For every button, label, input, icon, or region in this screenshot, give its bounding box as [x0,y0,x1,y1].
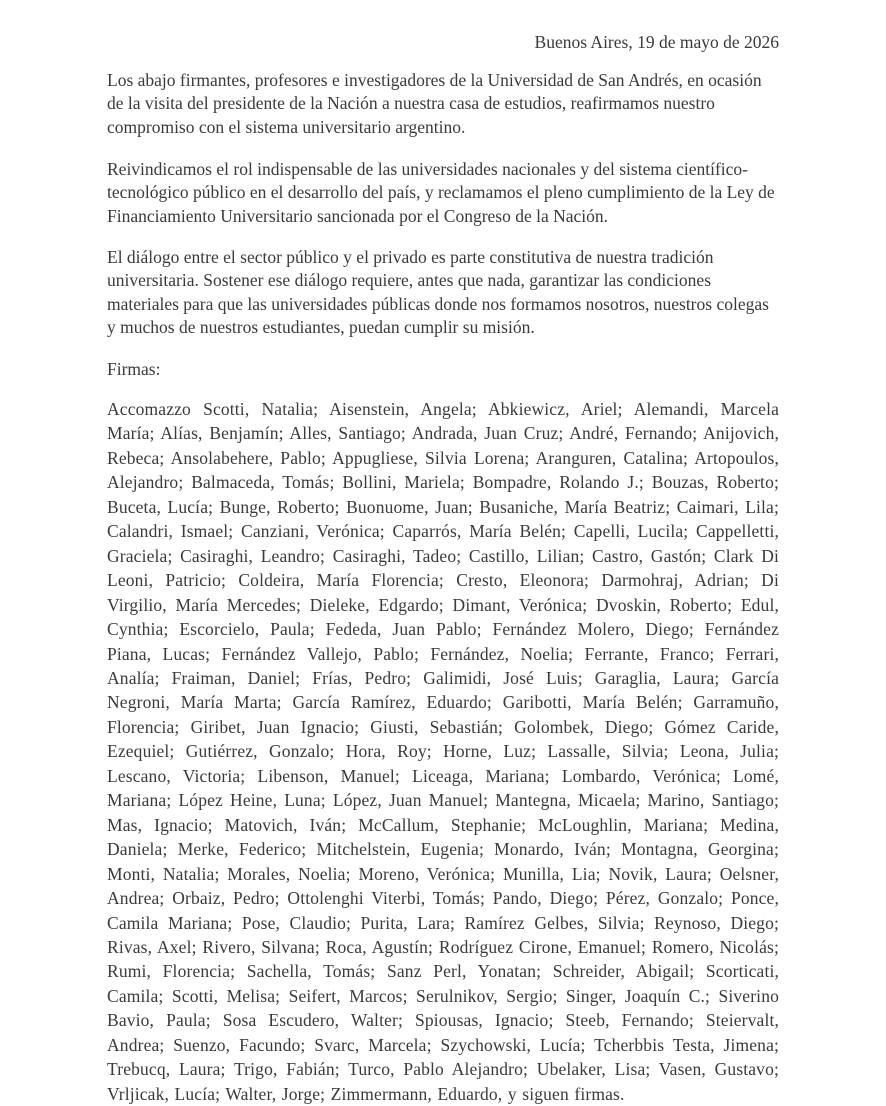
signatures-list: Accomazzo Scotti, Natalia; Aisenstein, Angela; Abkiewicz, Ariel; Alemandi, Marcela María; Alías, Benjamín; Alles, Santiago; Andrada, Juan Cruz; André, Fernando; Anijovich, Rebeca; Ansolabehere, Pablo; Appugliese, Silvia Lorena; Aranguren, Catalina; Artopoulos, Alejandro; Balmaceda, Tomás; Bollini, Mariela; Bompadre, Rolando J.; Bouzas, Roberto; Buceta, Lucía; Bunge, Roberto; Buonuome, Juan; Busaniche, María Beatriz; Caimari, Lila; Calandri, Ismael; Canziani, Verónica; Caparrós, María Belén; Capelli, Lucila; Cappelletti, Graciela; Casiraghi, Leandro; Casiraghi, Tadeo; Castillo, Lilian; Castro, Gastón; Clark Di Leoni, Patricio; Coldeira, María Florencia; Cresto, Eleonora; Darmohraj, Adrian; Di Virgilio, María Mercedes; Dieleke, Edgardo; Dimant, Verónica; Dvoskin, Roberto; Edul, Cynthia; Escorcielo, Paula; Fededa, Juan Pablo; Fernández Molero, Diego; Fernández Piana, Lucas; Fernández Vallejo, Pablo; Fernández, Noelia; Ferrante, Franco; Ferrari, Analía; Fraiman, Daniel; Frías, Pedro; Galimidi, José Luis; Garaglia, Laura; García Negroni, María Marta; García Ramírez, Eduardo; Garibotti, María Belén; Garramuño, Florencia; Giribet, Juan Ignacio; Giusti, Sebastián; Golombek, Diego; Gómez Caride, Ezequiel; Gutiérrez, Gonzalo; Hora, Roy; Horne, Luz; Lassalle, Silvia; Leona, Julia; Lescano, Victoria; Libenson, Manuel; Liceaga, Mariana; Lombardo, Verónica; Lomé, Mariana; López Heine, Luna; López, Juan Manuel; Mantegna, Micaela; Marino, Santiago; Mas, Ignacio; Matovich, Iván; McCallum, Stephanie; McLoughlin, Mariana; Medina, Daniela; Merke, Federico; Mitchelstein, Eugenia; Monardo, Iván; Montagna, Georgina; Monti, Natalia; Morales, Noelia; Moreno, Verónica; Munilla, Lia; Novik, Laura; Oelsner, Andrea; Orbaiz, Pedro; Ottolenghi Viterbi, Tomás; Pando, Diego; Pérez, Gonzalo; Ponce, Camila Mariana; Pose, Claudio; Purita, Lara; Ramírez Gelbes, Silvia; Reynoso, Diego; Rivas, Axel; Rivero, Silvana; Roca, Agustín; Rodríguez Cirone, Emanuel; Romero, Nicolás; Rumi, Florencia; Sachella, Tomás; Sanz Perl, Yonatan; Schreider, Abigail; Scorticati, Camila; Scotti, Melisa; Seifert, Marcos; Serulnikov, Sergio; Singer, Joaquín C.; Siverino Bavio, Paula; Sosa Escudero, Walter; Spiousas, Ignacio; Steeb, Fernando; Steiervalt, Andrea; Suenzo, Facundo; Svarc, Marcela; Szychowski, Lucía; Tcherbbis Testa, Jimena; Trebucq, Laura; Trigo, Fabián; Turco, Pablo Alejandro; Ubelaker, Lisa; Vasen, Gustavo; Vrljicak, Lucía; Walter, Jorge; Zimmermann, Eduardo, y siguen firmas. [107,399,779,1104]
paragraph-dialogue: El diálogo entre el sector público y el privado es parte constitutiva de nuestra tradición universitaria. Sostener ese diálogo requiere, antes que nada, garantizar las condiciones materiales para que las universidades públicas donde nos formamos nosotros, nuestros colegas y muchos de nuestros estudiantes, puedan cumplir su misión. [107,247,769,337]
paragraph-demands: Reivindicamos el rol indispensable de las universidades nacionales y del sistema científico-tecnológico público en el desarrollo del país, y reclamamos el pleno cumplimiento de la Ley de Financiamiento Universitario sancionada por el Congreso de la Nación. [107,159,775,226]
paragraph-intro: Los abajo firmantes, profesores e investigadores de la Universidad de San Andrés, en ocasión de la visita del presidente de la Nación a nuestra casa de estudios, reafirmamos nuestro compromiso con el sistema universitario argentino. [107,70,762,137]
signatures-label: Firmas: [107,359,161,379]
date-line: Buenos Aires, 19 de mayo de 2026 [534,32,779,52]
